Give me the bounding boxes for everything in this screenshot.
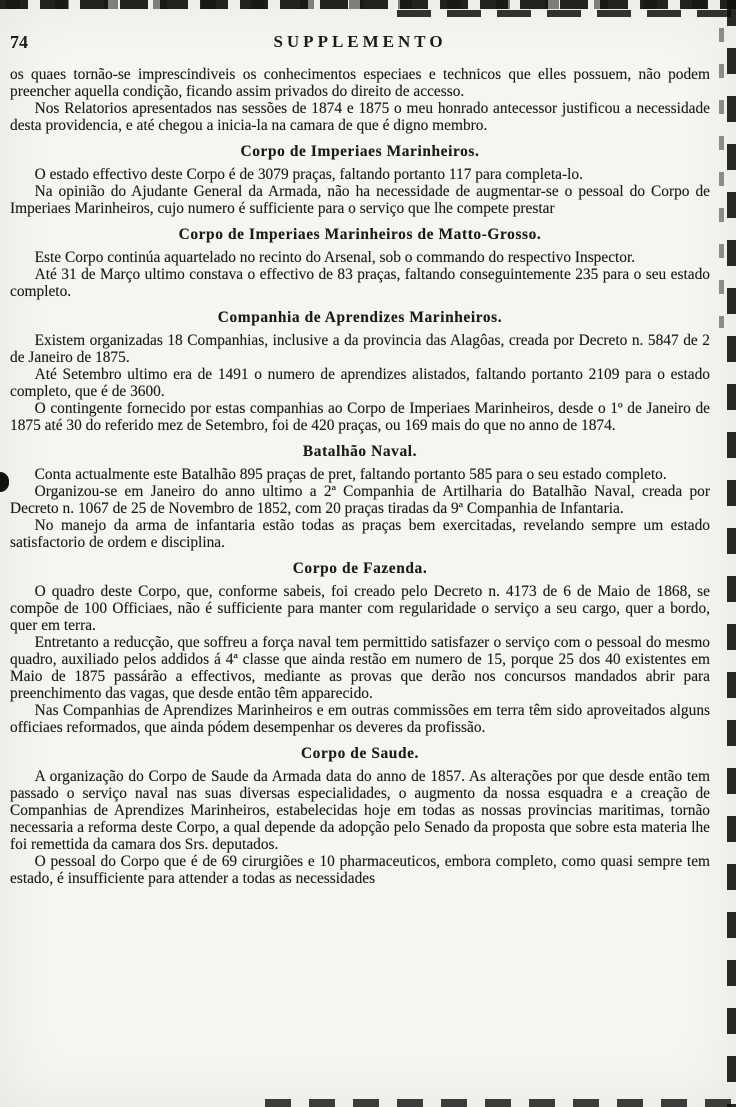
section-heading: Corpo de Saude.: [300, 745, 420, 762]
scan-marks-right: [719, 28, 724, 328]
paragraph: Este Corpo continúa aquartelado no recinto do Arsenal, sob o commando do respectivo Inspector.: [34, 249, 636, 266]
paragraph: Na opinião do Ajudante General da Armada, não ha necessidade de augmentar-se o pessoal do Corpo de Imperiaes Marinheiros, cujo numero é sufficiente para o serviço que lhe compete prestar: [10, 183, 710, 217]
page-number: 74: [10, 32, 28, 52]
paragraph: O quadro deste Corpo, que, conforme sabeis, foi creado pelo Decreto n. 4173 de 6 de Maio de 1868, se compõe de 100 Officiaes, não é sufficiente para manter com regularidade o serviço a seu cargo, quer a bordo, quer em terra.: [10, 583, 710, 634]
section-companhia-aprendizes: [10, 309, 710, 434]
section-heading: Corpo de Imperiaes Marinheiros.: [240, 143, 480, 160]
paragraph: Nos Relatorios apresentados nas sessões de 1874 e 1875 o meu honrado antecessor justificou a necessidade desta providencia, e até chegou a inicia-la na camara de que é digno membro.: [10, 100, 710, 134]
paragraph: No manejo da arma de infantaria estão todas as praças bem exercitadas, revelando sempre um estado satisfactorio de ordem e disciplina.: [10, 517, 710, 551]
scan-edge-top: [0, 0, 736, 9]
section-heading: Batalhão Naval.: [302, 443, 418, 460]
section-heading: Companhia de Aprendizes Marinheiros.: [217, 309, 503, 326]
paragraph: O estado effectivo deste Corpo é de 3079 praças, faltando portanto 117 para completa-lo.: [34, 166, 583, 183]
paragraph: Conta actualmente este Batalhão 895 praças de pret, faltando portanto 585 para o seu estado completo.: [34, 466, 667, 483]
paragraph: O contingente fornecido por estas companhias ao Corpo de Imperiaes Marinheiros, desde o 1º de Janeiro de 1875 até 30 do referido mez de Setembro, foi de 420 praças, ou 169 mais do que no anno de 1874.: [10, 400, 710, 434]
paragraph: Entretanto a reducção, que soffreu a força naval tem permittido satisfazer o serviço com o pessoal do mesmo quadro, auxiliado pelos addidos á 4ª classe que ainda restão em numero de 15, porque 25 dos 40 existentes em Maio de 1875 passárão a effectivos, mediante as provas que derão nos concursos mandados abrir para preenchimento das vagas, que desde então têm apparecido.: [10, 634, 710, 702]
section-heading: Corpo de Fazenda.: [292, 560, 428, 577]
paragraph: O pessoal do Corpo que é de 69 cirurgiões e 10 pharmaceuticos, embora completo, como quasi sempre tem estado, é insufficiente para attender a todas as necessidades: [10, 853, 710, 887]
paragraph: Até Setembro ultimo era de 1491 o numero de aprendizes alistados, faltando portanto 2109 para o estado completo, que é de 3600.: [10, 366, 710, 400]
page-header: [10, 32, 710, 58]
paragraph: Existem organizadas 18 Companhias, inclusive a da provincia das Alagôas, creada por Decreto n. 5847 de 2 de Janeiro de 1875.: [10, 332, 710, 366]
paragraph: A organização do Corpo de Saude da Armada data do anno de 1857. As alterações por que desde então tem passado o serviço naval nas suas diversas especialidades, o augmento da nossa esquadra e a creação de Companhias de Aprendizes Marinheiros, estabelecidas hoje em todas as nossas provincias maritimas, tornão necessaria a reforma deste Corpo, a qual depende da adopção pelo Senado da proposta que sobre esta materia lhe foi remettida da camara dos Srs. deputados.: [10, 768, 710, 853]
section-corpo-saude: [10, 745, 710, 887]
paragraph: os quaes tornão-se imprescindiveis os conhecimentos especiaes e technicos que elles possuem, não podem preencher aquella condição, ficando assim privados do direito de accesso.: [10, 66, 710, 100]
document-body: [10, 66, 710, 887]
paragraph: Nas Companhias de Aprendizes Marinheiros e em outras commissões em terra têm sido aproveitados alguns officiaes reformados, que ainda pódem desempenhar os deveres da profissão.: [10, 702, 710, 736]
paragraph: Organizou-se em Janeiro do anno ultimo a 2ª Companhia de Artilharia do Batalhão Naval, creada por Decreto n. 1067 de 25 de Novembro de 1852, com 20 praças tiradas da 9ª Companhia de Infantaria.: [10, 483, 710, 517]
scan-edge-top-right: [397, 10, 736, 17]
scan-edge-bottom: [265, 1099, 736, 1107]
section-heading: Corpo de Imperiaes Marinheiros de Matto-Grosso.: [178, 226, 542, 243]
page-title: SUPPLEMENTO: [273, 32, 447, 51]
scan-edge-right: [727, 0, 736, 1107]
section-corpo-matto-grosso: [10, 226, 710, 300]
section-batalhao-naval: [10, 443, 710, 551]
paragraph: Até 31 de Março ultimo constava o effectivo de 83 praças, faltando conseguintemente 235 para o seu estado completo.: [10, 266, 710, 300]
section-corpo-imperiaes-marinheiros: [10, 143, 710, 217]
section-corpo-fazenda: [10, 560, 710, 736]
section-continuation: [10, 66, 710, 134]
